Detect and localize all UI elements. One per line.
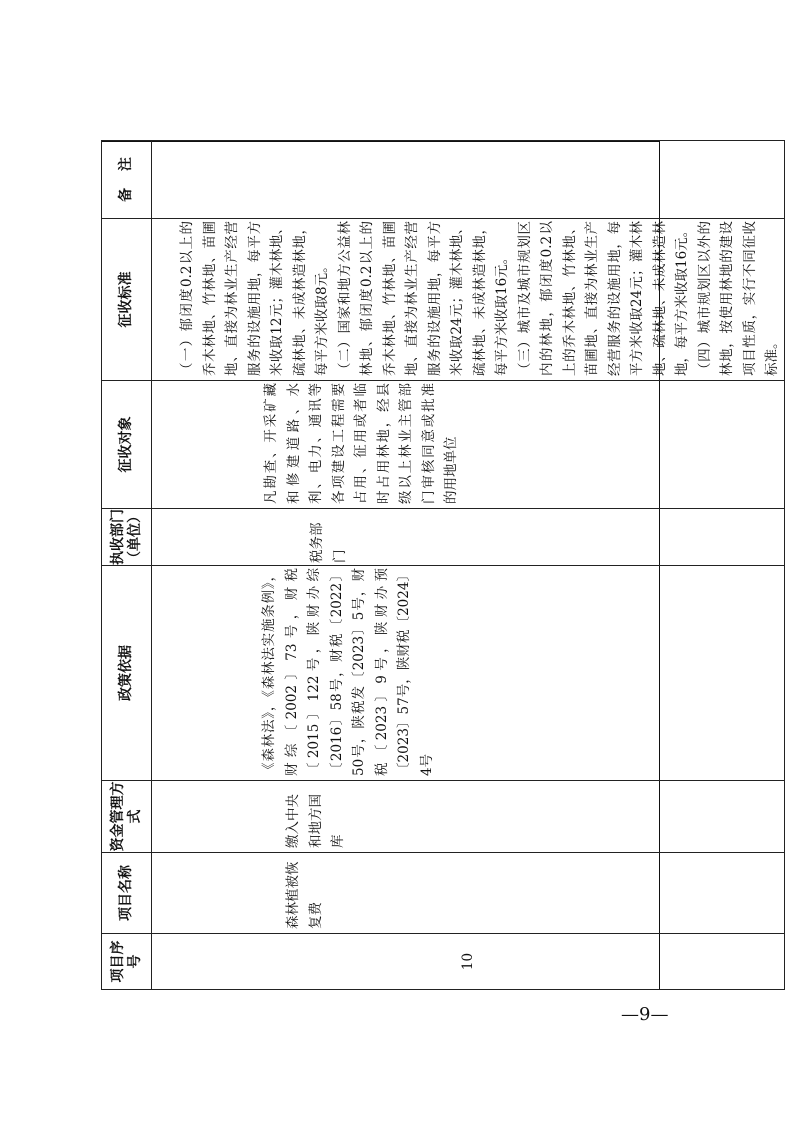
header-standard: 征收标准 [102, 219, 152, 381]
header-mode: 资金管理方式 [102, 781, 152, 853]
standard-item-1: （一）郁闭度0.2以上的乔木林地、竹林地、苗圃地、直接为林业生产经营服务的设施用地，每平方米收取12元；灌木林地、疏林地、未成林造林地，每平方米收取8元。 [179, 221, 330, 376]
header-basis: 政策依据 [102, 566, 152, 781]
row-name: 森林植被恢复费 [152, 853, 785, 934]
header-object: 征收对象 [102, 381, 152, 509]
table-row [152, 141, 785, 990]
row-dept: 税务部门 [152, 509, 785, 566]
page-number: —9— [621, 1004, 669, 1025]
standard-item-3: （三）城市及城市规划区内的林地，郁闭度0.2以上的乔木林地、竹林地、苗圃地、直接为林业生产经营服务的设施用地，每平方米收取24元；灌木林地、疏林地、未成林造林地，每平方米收取16元。 [516, 221, 690, 376]
row-basis: 《森林法》，《森林法实施条例》，财综〔2002〕73号，财税〔2015〕122号，陕财办综〔2016〕58号，财税〔2022〕50号，陕税发〔2023〕5号，财税〔2023〕9号，陕财办预〔2023〕57号，陕财税〔2024〕4号 [152, 566, 785, 781]
row-note [152, 141, 785, 219]
fee-table [101, 140, 785, 990]
standard-item-4: （四）城市规划区以外的林地，按使用林地的建设项目性质，实行不同征收标准。 [696, 221, 780, 376]
header-seq: 项目序号 [102, 934, 152, 990]
header-note [102, 141, 152, 219]
header-note-char-1: 备 [118, 187, 134, 202]
row-mode: 缴入中央和地方国库 [152, 781, 785, 853]
rotated-table-frame [101, 141, 780, 990]
header-note-char-2: 注 [118, 157, 134, 172]
standard-item-2: （二）国家和地方公益林林地、郁闭度0.2以上的乔木林地、竹林地、苗圃地、直接为林业生产经营服务的设施用地，每平方米收取24元；灌木林地、疏林地、未成林造林地，每平方米收取16元。 [336, 221, 510, 376]
row-object: 凡勘查、开采矿藏和修建道路、水利、电力、通讯等各项建设工程需要占用、征用或者临时占用林地，经县级以上林业主管部门审核同意或批准的用地单位 [152, 381, 785, 509]
header-dept: 执收部门（单位） [102, 509, 152, 566]
row-seq: 10 [152, 934, 785, 990]
rotated-table-wrapper [101, 141, 780, 990]
header-row [102, 141, 152, 990]
header-name: 项目名称 [102, 853, 152, 934]
row-standard [152, 219, 785, 381]
